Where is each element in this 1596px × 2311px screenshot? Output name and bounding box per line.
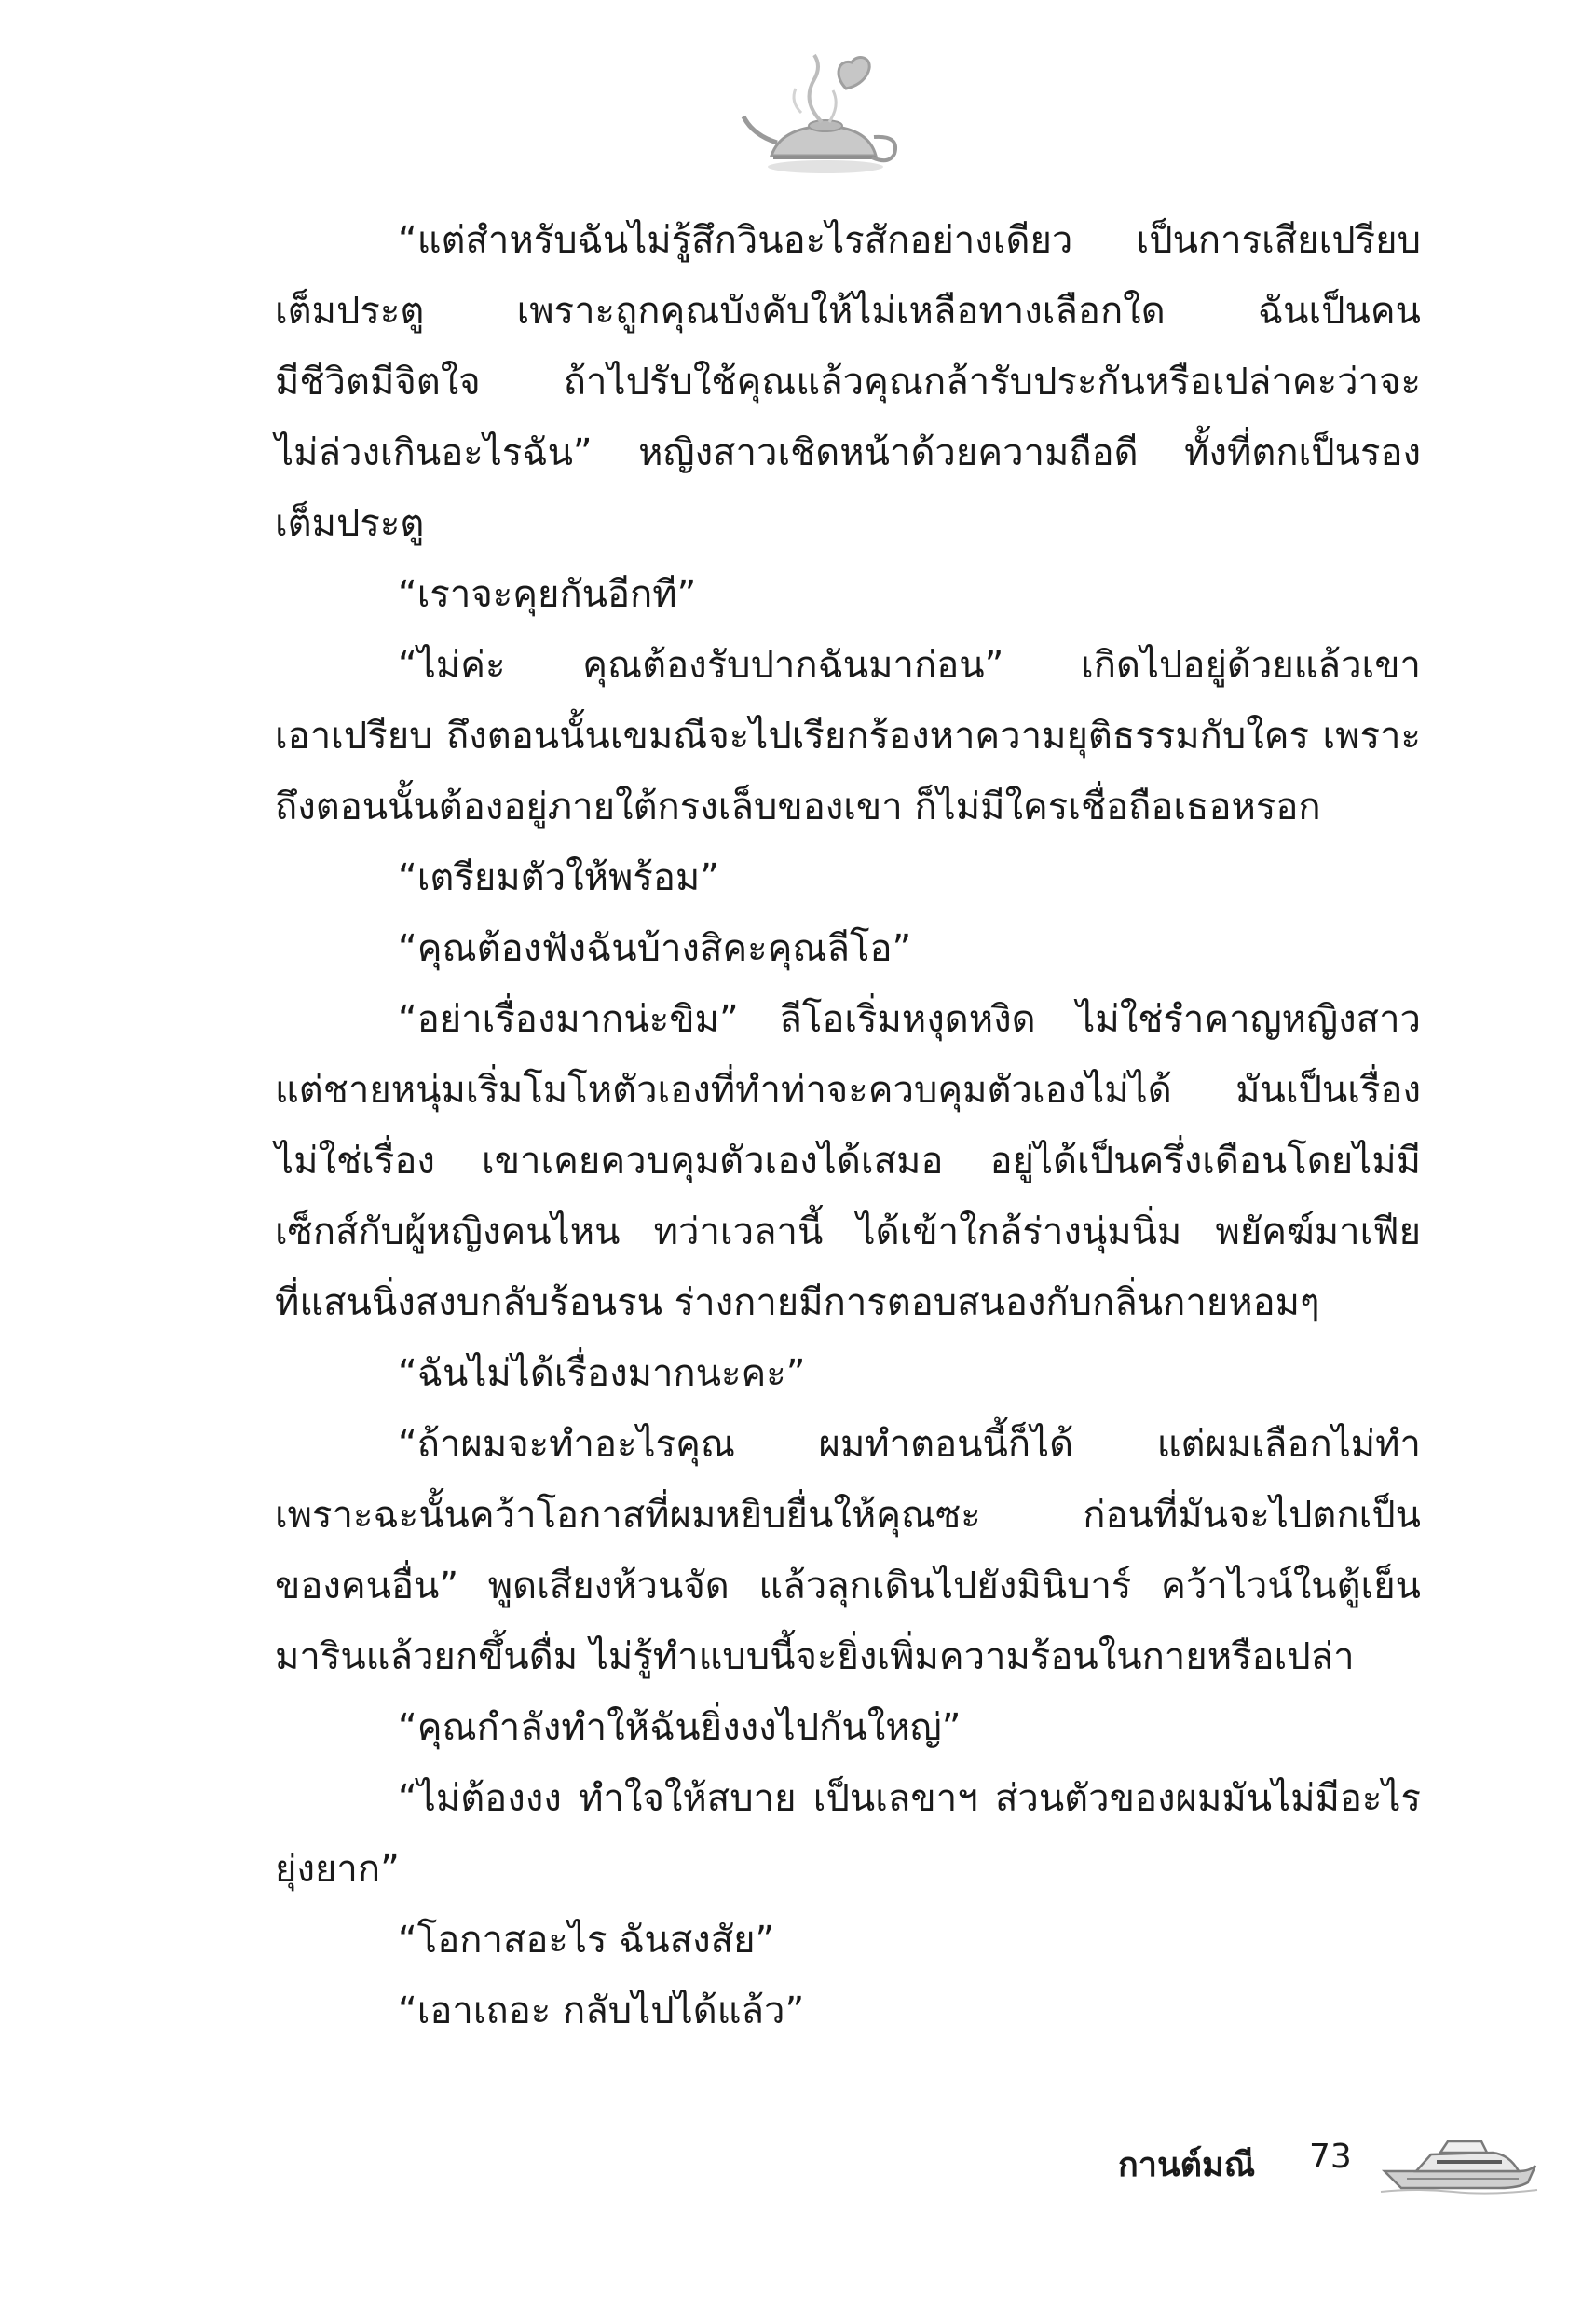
text-line: ถึงตอนนั้นต้องอยู่ภายใต้กรงเล็บของเขา ก็ไม่มีใครเชื่อถือเธอหรอก bbox=[275, 786, 1321, 828]
paragraph bbox=[275, 1692, 1421, 1763]
paragraph bbox=[275, 1763, 1421, 1905]
text-line: เพราะฉะนั้นคว้าโอกาสที่ผมหยิบยื่นให้คุณซะ ก่อนที่มันจะไปตกเป็น bbox=[275, 1494, 1421, 1537]
text-line: “คุณกำลังทำให้ฉันยิ่งงงไปกันใหญ่” bbox=[398, 1706, 962, 1749]
book-title: กานต์มณี bbox=[1118, 2146, 1256, 2184]
text-line: “แต่สำหรับฉันไม่รู้สึกวินอะไรสักอย่างเดียว เป็นการเสียเปรียบ bbox=[398, 219, 1421, 262]
text-line: “โอกาสอะไร ฉันสงสัย” bbox=[398, 1919, 775, 1962]
text-line: “ถ้าผมจะทำอะไรคุณ ผมทำตอนนี้ก็ได้ แต่ผมเลือกไม่ทำ bbox=[398, 1423, 1421, 1466]
yacht-icon bbox=[1379, 2134, 1542, 2195]
text-line: เซ็กส์กับผู้หญิงคนไหน ทว่าเวลานี้ ได้เข้าใกล้ร่างนุ่มนิ่ม พยัคฆ์มาเฟีย bbox=[275, 1210, 1421, 1253]
text-line: “คุณต้องฟังฉันบ้างสิคะคุณลีโอ” bbox=[398, 927, 912, 970]
text-line: “เอาเถอะ กลับไปได้แล้ว” bbox=[398, 1990, 805, 2032]
text-line: “ไม่ต้องงง ทำใจให้สบาย เป็นเลขาฯ ส่วนตัวของผมมันไม่มีอะไร bbox=[398, 1777, 1421, 1820]
teapot-heart-ornament-icon bbox=[736, 51, 913, 191]
text-line: มีชีวิตมีจิตใจ ถ้าไปรับใช้คุณแล้วคุณกล้ารับประกันหรือเปล่าคะว่าจะ bbox=[275, 361, 1421, 403]
text-line: “ไม่ค่ะ คุณต้องรับปากฉันมาก่อน” เกิดไปอยู่ด้วยแล้วเขา bbox=[398, 644, 1421, 687]
paragraph bbox=[275, 984, 1421, 1338]
text-line: ของคนอื่น” พูดเสียงห้วนจัด แล้วลุกเดินไปยังมินิบาร์ คว้าไวน์ในตู้เย็น bbox=[275, 1565, 1421, 1607]
text-line: มารินแล้วยกขึ้นดื่ม ไม่รู้ทำแบบนี้จะยิ่งเพิ่มความร้อนในกายหรือเปล่า bbox=[275, 1635, 1355, 1678]
text-line: “ฉันไม่ได้เรื่องมากนะคะ” bbox=[398, 1352, 806, 1395]
text-line: เต็มประตู เพราะถูกคุณบังคับให้ไม่เหลือทางเลือกใด ฉันเป็นคน bbox=[275, 290, 1421, 333]
paragraph bbox=[275, 559, 1421, 630]
paragraph bbox=[275, 1409, 1421, 1692]
text-line: “เตรียมตัวให้พร้อม” bbox=[398, 856, 719, 899]
paragraph bbox=[275, 1976, 1421, 2046]
paragraph bbox=[275, 630, 1421, 842]
paragraph bbox=[275, 205, 1421, 559]
text-line: “เราจะคุยกันอีกที” bbox=[398, 573, 697, 616]
page-number: 73 bbox=[1309, 2138, 1352, 2176]
text-line: เอาเปรียบ ถึงตอนนั้นเขมณีจะไปเรียกร้องหาความยุติธรรมกับใคร เพราะ bbox=[275, 715, 1421, 758]
text-line: ยุ่งยาก” bbox=[275, 1848, 400, 1891]
paragraph bbox=[275, 842, 1421, 913]
text-line: ไม่ใช่เรื่อง เขาเคยควบคุมตัวเองได้เสมอ อยู่ได้เป็นครึ่งเดือนโดยไม่มี bbox=[275, 1140, 1421, 1183]
paragraph bbox=[275, 1905, 1421, 1976]
text-line: “อย่าเรื่องมากน่ะขิม” ลีโอเริ่มหงุดหงิด ไม่ใช่รำคาญหญิงสาว bbox=[398, 998, 1421, 1041]
text-line: เต็มประตู bbox=[275, 502, 425, 545]
paragraph bbox=[275, 913, 1421, 984]
story-text bbox=[275, 205, 1421, 2046]
paragraph bbox=[275, 1338, 1421, 1409]
text-line: ไม่ล่วงเกินอะไรฉัน” หญิงสาวเชิดหน้าด้วยความถือดี ทั้งที่ตกเป็นรอง bbox=[275, 431, 1421, 474]
text-line: ที่แสนนิ่งสงบกลับร้อนรน ร่างกายมีการตอบสนองกับกลิ่นกายหอมๆ bbox=[275, 1281, 1320, 1324]
text-line: แต่ชายหนุ่มเริ่มโมโหตัวเองที่ทำท่าจะควบคุมตัวเองไม่ได้ มันเป็นเรื่อง bbox=[275, 1069, 1421, 1112]
